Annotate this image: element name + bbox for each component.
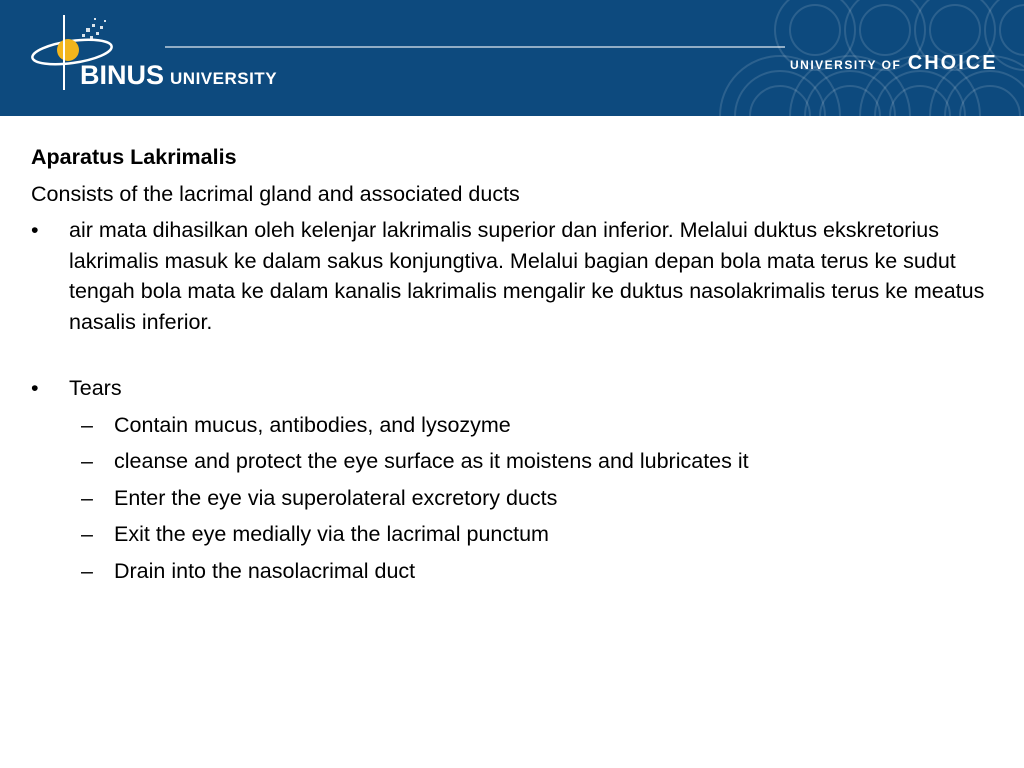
- tagline-word: CHOICE: [907, 52, 998, 74]
- header-banner: [0, 0, 1024, 116]
- sub-bullet-item: [31, 519, 991, 550]
- sub-bullet-text: Contain mucus, antibodies, and lysozyme: [114, 412, 511, 437]
- bullet-dot-icon: •: [31, 376, 39, 400]
- dash-icon: –: [81, 558, 93, 583]
- bullet-text: air mata dihasilkan oleh kelenjar lakrimalis superior dan inferior. Melalui duktus ekskretorius lakrimalis masuk ke dalam sakus konjungtiva. Melalui bagian depan bola mata terus ke sudut tengah bola mata ke dalam kanalis lakrimalis mengalir ke duktus nasolakrimalis terus ke meatus nasalis inferior.: [69, 218, 985, 334]
- brand-wordmark: [80, 60, 277, 91]
- slide-title: Aparatus Lakrimalis: [31, 145, 237, 169]
- bullet-item: [31, 373, 991, 404]
- sub-bullet-item: [31, 446, 991, 477]
- dash-icon: –: [81, 412, 93, 437]
- sub-bullet-item: [31, 556, 991, 587]
- sub-bullet-item: [31, 410, 991, 441]
- sub-bullet-text: Enter the eye via superolateral excretory ducts: [114, 485, 558, 510]
- sub-bullet-text: Drain into the nasolacrimal duct: [114, 558, 416, 583]
- dash-icon: –: [81, 522, 93, 546]
- brand-suffix: UNIVERSITY: [170, 69, 278, 88]
- spacer: [31, 337, 991, 373]
- slide-subtitle: Consists of the lacrimal gland and associated ducts: [31, 181, 520, 206]
- bullet-item: [31, 215, 991, 337]
- sub-bullet-text: Exit the eye medially via the lacrimal punctum: [114, 522, 549, 546]
- brand-name: BINUS: [80, 60, 165, 90]
- bullet-dot-icon: •: [31, 218, 39, 242]
- sub-bullet-item: [31, 483, 991, 514]
- slide-body: [31, 142, 991, 592]
- sub-bullet-text: cleanse and protect the eye surface as it moistens and lubricates it: [114, 449, 749, 473]
- bullet-text: Tears: [69, 376, 122, 400]
- dash-icon: –: [81, 485, 93, 510]
- dash-icon: –: [81, 449, 93, 473]
- tagline-prefix: UNIVERSITY OF: [790, 58, 902, 72]
- header-tagline: [790, 52, 998, 75]
